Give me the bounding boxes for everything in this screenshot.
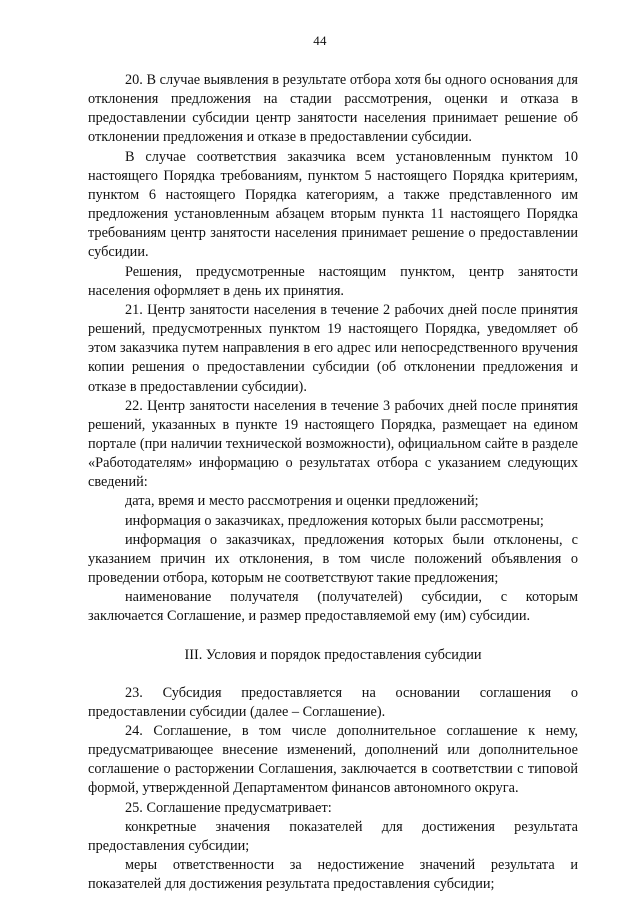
list-item-reviewed-customers: информация о заказчиках, предложения которых были рассмотрены; [125, 512, 544, 529]
document-body [88, 71, 578, 894]
list-item-rejected-customers: информация о заказчиках, предложения которых были отклонены, с указанием причин их отклонения, в том числе положений объявления о проведении отбора, которым не соответствуют такие предложения; [88, 531, 578, 587]
list-item-recipient-name: наименование получателя (получателей) субсидии, с которым заключается Соглашение, и размер предоставляемой ему (им) субсидии. [88, 589, 578, 625]
paragraph-23: 23. Субсидия предоставляется на основании соглашения о предоставлении субсидии (далее – Соглашение). [88, 684, 578, 720]
paragraph-21: 21. Центр занятости населения в течение 2 рабочих дней после принятия решений, предусмотренных пунктом 19 настоящего Порядка, уведомляет об этом заказчика путем направления в его адрес или непосредственного вручения копии решения о предоставлении субсидии (об отклонении предложения и отказе в предоставлении субсидии). [88, 301, 578, 395]
paragraph-20: 20. В случае выявления в результате отбора хотя бы одного основания для отклонения предложения на стадии рассмотрения, оценки и отказа в предоставлении субсидии центр занятости населения принимает решение об отклонении предложения и отказе в предоставлении субсидии. [88, 72, 578, 146]
list-item-indicator-values: конкретные значения показателей для достижения результата предоставления субсидии; [88, 818, 578, 854]
list-item-date-time-place: дата, время и место рассмотрения и оценки предложений; [125, 493, 479, 510]
paragraph-24: 24. Соглашение, в том числе дополнительное соглашение к нему, предусматривающее внесение изменений, дополнений или дополнительное соглашение о расторжении Соглашения, заключается в соответствии с типовой формой, утвержденной Департаментом финансов автономного округа. [88, 723, 578, 797]
paragraph-22: 22. Центр занятости населения в течение 3 рабочих дней после принятия решений, указанных в пункте 19 настоящего Порядка, размещает на едином портале (при наличии технической возможности), официальном сайте в разделе «Работодателям» информацию о результатах отбора с указанием следующих сведений: [88, 397, 578, 491]
section-heading: III. Условия и порядок предоставления субсидии [184, 646, 482, 663]
paragraph-20-decisions: Решения, предусмотренные настоящим пунктом, центр занятости населения оформляет в день их принятия. [88, 263, 578, 299]
page-number: 44 [313, 33, 327, 48]
paragraph-25: 25. Соглашение предусматривает: [125, 799, 332, 816]
list-item-responsibility-measures: меры ответственности за недостижение значений результата и показателей для достижения результата предоставления субсидии; [88, 857, 578, 893]
paragraph-20-compliance: В случае соответствия заказчика всем установленным пунктом 10 настоящего Порядка требованиям, пунктом 5 настоящего Порядка критериям, пунктом 6 настоящего Порядка категориям, а также представленного им предложения установленным абзацем вторым пункта 11 настоящего Порядка требованиям центр занятости населения принимает решение о предоставлении субсидии. [88, 148, 578, 261]
